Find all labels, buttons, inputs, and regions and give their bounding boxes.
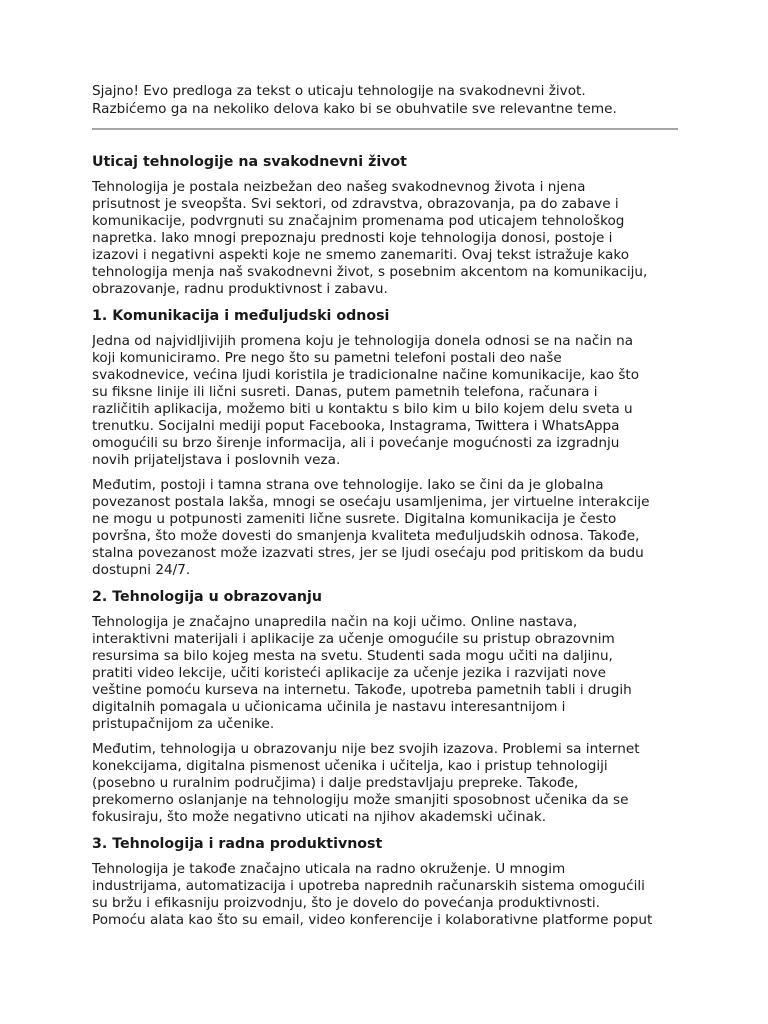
paragraph-line: fokusiraju, što može negativno uticati na njihov akademski učinak.: [92, 809, 547, 825]
section-paragraph: [92, 741, 678, 826]
paragraph-line: industrijama, automatizacija i upotreba naprednih računarskih sistema omogućili: [92, 878, 645, 894]
paragraph-line: interaktivni materijali i aplikacije za učenje omogućile su pristup obrazovnim: [92, 631, 615, 647]
paragraph-line: trenutku. Socijalni mediji poput Facebooka, Instagrama, Twittera i WhatsAppa: [92, 418, 620, 434]
paragraph-line: koji komuniciramo. Pre nego što su pametni telefoni postali deo naše: [92, 350, 562, 366]
section-paragraph: [92, 861, 678, 929]
horizontal-divider: [92, 128, 678, 130]
paragraph-line: su fiksne linije ili lični susreti. Danas, putem pametnih telefona, računara i: [92, 384, 598, 400]
paragraph-line: prisutnost je sveopšta. Svi sektori, od zdravstva, obrazovanja, pa do zabave i: [92, 196, 619, 212]
paragraph-line: pristupačnijom za učenike.: [92, 716, 275, 732]
document-title: Uticaj tehnologije na svakodnevni život: [92, 154, 407, 170]
paragraph-line: napretka. Iako mnogi prepoznaju prednosti koje tehnologija donosi, postoje i: [92, 230, 613, 246]
intro-line: Sjajno! Evo predloga za tekst o uticaju tehnologije na svakodnevni život.: [92, 83, 586, 99]
document-page: [92, 82, 678, 932]
section-paragraph: [92, 477, 678, 579]
paragraph-line: resursima sa bilo kojeg mesta na svetu. Studenti sada mogu učiti na daljinu,: [92, 648, 613, 664]
paragraph-line: (posebno u ruralnim područjima) i dalje predstavljaju prepreke. Takođe,: [92, 775, 579, 791]
paragraph-line: su bržu i efikasniju proizvodnju, što je dovelo do povećanja produktivnosti.: [92, 895, 600, 911]
paragraph-line: ne mogu u potpunosti zameniti lične susrete. Digitalna komunikacija je često: [92, 511, 617, 527]
paragraph-line: konekcijama, digitalna pismenost učenika i učitelja, kao i pristup tehnologiji: [92, 758, 608, 774]
paragraph-line: novih prijateljstava i poslovnih veza.: [92, 452, 341, 468]
section-paragraph: [92, 333, 678, 469]
paragraph-line: izazovi i negativni aspekti koje ne smemo zanemariti. Ovaj tekst istražuje kako: [92, 247, 630, 263]
intro-paragraph: [92, 179, 678, 298]
paragraph-line: Međutim, postoji i tamna strana ove tehnologije. Iako se čini da je globalna: [92, 477, 604, 493]
paragraph-line: Međutim, tehnologija u obrazovanju nije bez svojih izazova. Problemi sa internet: [92, 741, 640, 757]
section-heading-education: 2. Tehnologija u obrazovanju: [92, 589, 322, 605]
paragraph-line: omogućili su brzo širenje informacija, ali i povećanje mogućnosti za izgradnju: [92, 435, 620, 451]
paragraph-line: Pomoću alata kao što su email, video konferencije i kolaborativne platforme poput: [92, 912, 653, 928]
paragraph-line: površna, što može dovesti do smanjenja kvaliteta međuljudskih odnosa. Takođe,: [92, 528, 640, 544]
paragraph-line: stalna povezanost može izazvati stres, jer se ljudi osećaju pod pritiskom da budu: [92, 545, 644, 561]
paragraph-line: svakodnevice, većina ljudi koristila je tradicionalne načine komunikacije, kao što: [92, 367, 640, 383]
paragraph-line: veštine pomoću kurseva na internetu. Takođe, upotreba pametnih tabli i drugih: [92, 682, 632, 698]
intro-line: Razbićemo ga na nekoliko delova kako bi se obuhvatile sve relevantne teme.: [92, 101, 617, 117]
section-paragraph: [92, 614, 678, 733]
paragraph-line: Tehnologija je takođe značajno uticala na radno okruženje. U mnogim: [92, 861, 566, 877]
paragraph-line: digitalnih pomagala u učionicama učinila je nastavu interesantnijom i: [92, 699, 566, 715]
paragraph-line: komunikacije, podvrgnuti su značajnim promenama pod uticajem tehnološkog: [92, 213, 625, 229]
paragraph-line: povezanost postala lakša, mnogi se osećaju usamljenima, jer virtuelne interakcije: [92, 494, 650, 510]
paragraph-line: Tehnologija je postala neizbežan deo našeg svakodnevnog života i njena: [92, 179, 586, 195]
paragraph-line: dostupni 24/7.: [92, 562, 191, 578]
section-heading-productivity: 3. Tehnologija i radna produktivnost: [92, 836, 383, 852]
assistant-intro: [92, 82, 678, 118]
paragraph-line: tehnologija menja naš svakodnevni život, s posebnim akcentom na komunikaciju,: [92, 264, 648, 280]
paragraph-line: različitih aplikacija, možemo biti u kontaktu s bilo kim u bilo kojem delu sveta u: [92, 401, 633, 417]
paragraph-line: prekomerno oslanjanje na tehnologiju može smanjiti sposobnost učenika da se: [92, 792, 629, 808]
paragraph-line: Jedna od najvidljivijih promena koju je tehnologija donela odnosi se na način na: [92, 333, 634, 349]
paragraph-line: pratiti video lekcije, učiti koristeći aplikacije za učenje jezika i razvijati nove: [92, 665, 606, 681]
paragraph-line: Tehnologija je značajno unapredila način na koji učimo. Online nastava,: [92, 614, 578, 630]
section-heading-communication: 1. Komunikacija i međuljudski odnosi: [92, 308, 390, 324]
paragraph-line: obrazovanje, radnu produktivnost i zabavu.: [92, 281, 388, 297]
